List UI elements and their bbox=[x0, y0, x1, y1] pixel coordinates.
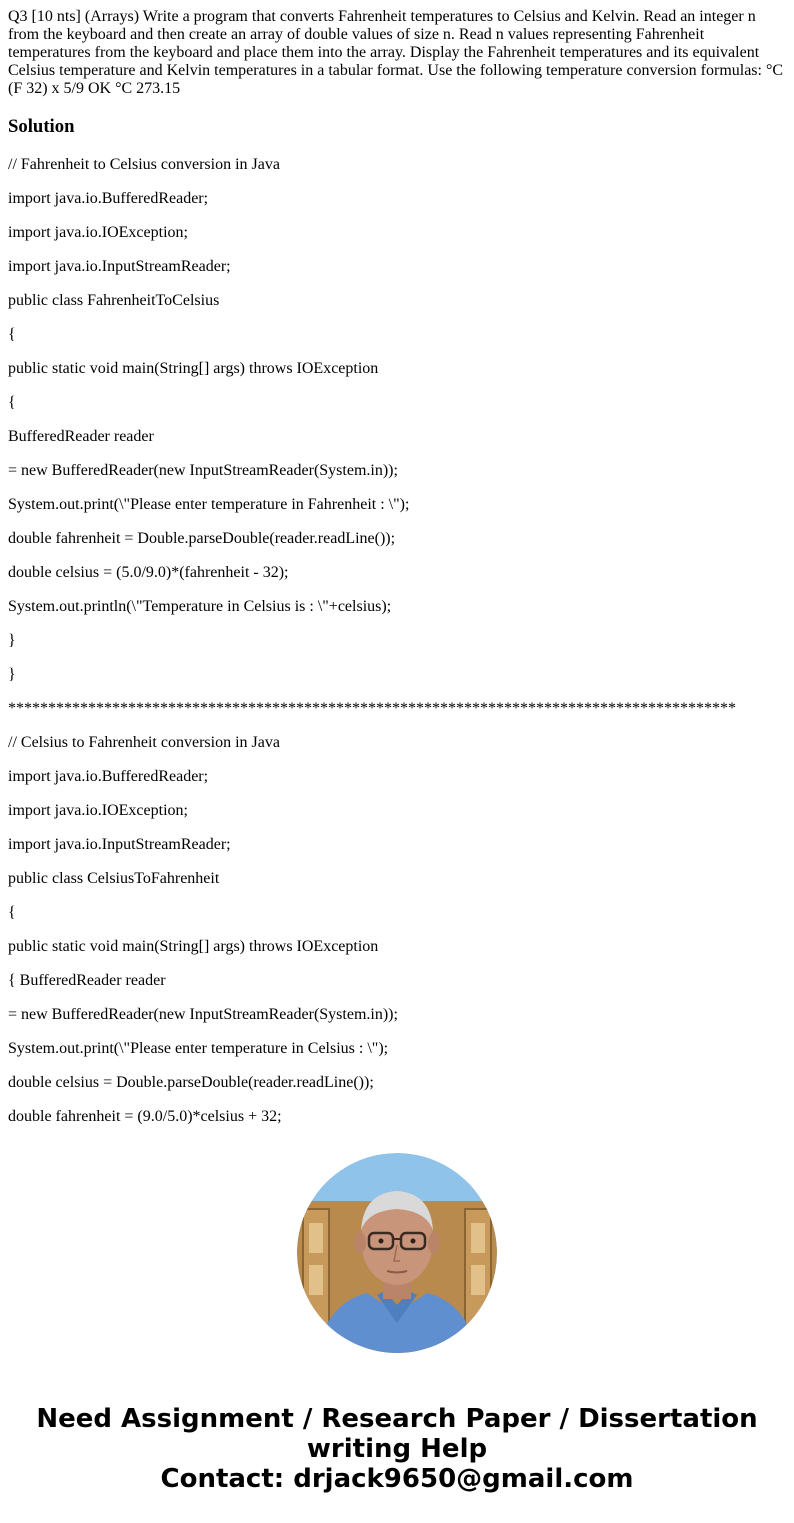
code-line: = new BufferedReader(new InputStreamReader(System.in)); bbox=[8, 462, 398, 479]
code-line: } bbox=[8, 666, 16, 683]
code-line: BufferedReader reader bbox=[8, 428, 154, 445]
code-line: { bbox=[8, 394, 16, 411]
separator-line: ******************************************************************************************* bbox=[8, 700, 736, 717]
code-line: double celsius = Double.parseDouble(reader.readLine()); bbox=[8, 1074, 374, 1091]
code-line: import java.io.IOException; bbox=[8, 224, 188, 241]
code-line: import java.io.InputStreamReader; bbox=[8, 836, 231, 853]
code-line: double fahrenheit = Double.parseDouble(reader.readLine()); bbox=[8, 530, 396, 547]
promo-line-1: Need Assignment / Research Paper / Dissertation bbox=[36, 1404, 758, 1434]
code-line: double celsius = (5.0/9.0)*(fahrenheit - 32); bbox=[8, 564, 289, 581]
code-line: import java.io.BufferedReader; bbox=[8, 768, 209, 785]
code-line: public class CelsiusToFahrenheit bbox=[8, 870, 220, 887]
code-line: System.out.println(\"Temperature in Celsius is : \"+celsius); bbox=[8, 598, 392, 615]
code-line: { bbox=[8, 904, 16, 921]
code-line: System.out.print(\"Please enter temperature in Celsius : \"); bbox=[8, 1040, 389, 1057]
code-line: public class FahrenheitToCelsius bbox=[8, 292, 220, 309]
author-portrait-image bbox=[297, 1153, 497, 1353]
code-line: // Celsius to Fahrenheit conversion in Java bbox=[8, 734, 280, 751]
solution-heading: Solution bbox=[8, 116, 75, 137]
author-photo bbox=[297, 1153, 497, 1353]
code-line: public static void main(String[] args) throws IOException bbox=[8, 938, 379, 955]
code-line: public static void main(String[] args) throws IOException bbox=[8, 360, 379, 377]
code-line: import java.io.BufferedReader; bbox=[8, 190, 209, 207]
promo-banner bbox=[0, 1404, 794, 1494]
promo-contact: Contact: drjack9650@gmail.com bbox=[160, 1464, 634, 1494]
code-line: } bbox=[8, 632, 16, 649]
solution-code bbox=[8, 156, 786, 1124]
question-text: Q3 [10 nts] (Arrays) Write a program that converts Fahrenheit temperatures to Celsius and Kelvin. Read an integer n from the keyboard and then create an array of double values of size n. Read n values representing Fahrenheit temperatures from the keyboard and place them into the array. Display the Fahrenheit temperatures and its equivalent Celsius temperature and Kelvin temperatures in a tabular format. Use the following temperature conversion formulas: °C (F 32) x 5/9 OK °C 273.15 bbox=[8, 8, 784, 97]
code-line: import java.io.InputStreamReader; bbox=[8, 258, 231, 275]
code-line: = new BufferedReader(new InputStreamReader(System.in)); bbox=[8, 1006, 398, 1023]
promo-line-2: writing Help bbox=[306, 1434, 488, 1464]
code-line: System.out.print(\"Please enter temperature in Fahrenheit : \"); bbox=[8, 496, 410, 513]
code-line: { bbox=[8, 326, 16, 343]
code-line: // Fahrenheit to Celsius conversion in Java bbox=[8, 156, 280, 173]
code-line: import java.io.IOException; bbox=[8, 802, 188, 819]
code-line: { BufferedReader reader bbox=[8, 972, 166, 989]
code-line: double fahrenheit = (9.0/5.0)*celsius + 32; bbox=[8, 1108, 282, 1124]
